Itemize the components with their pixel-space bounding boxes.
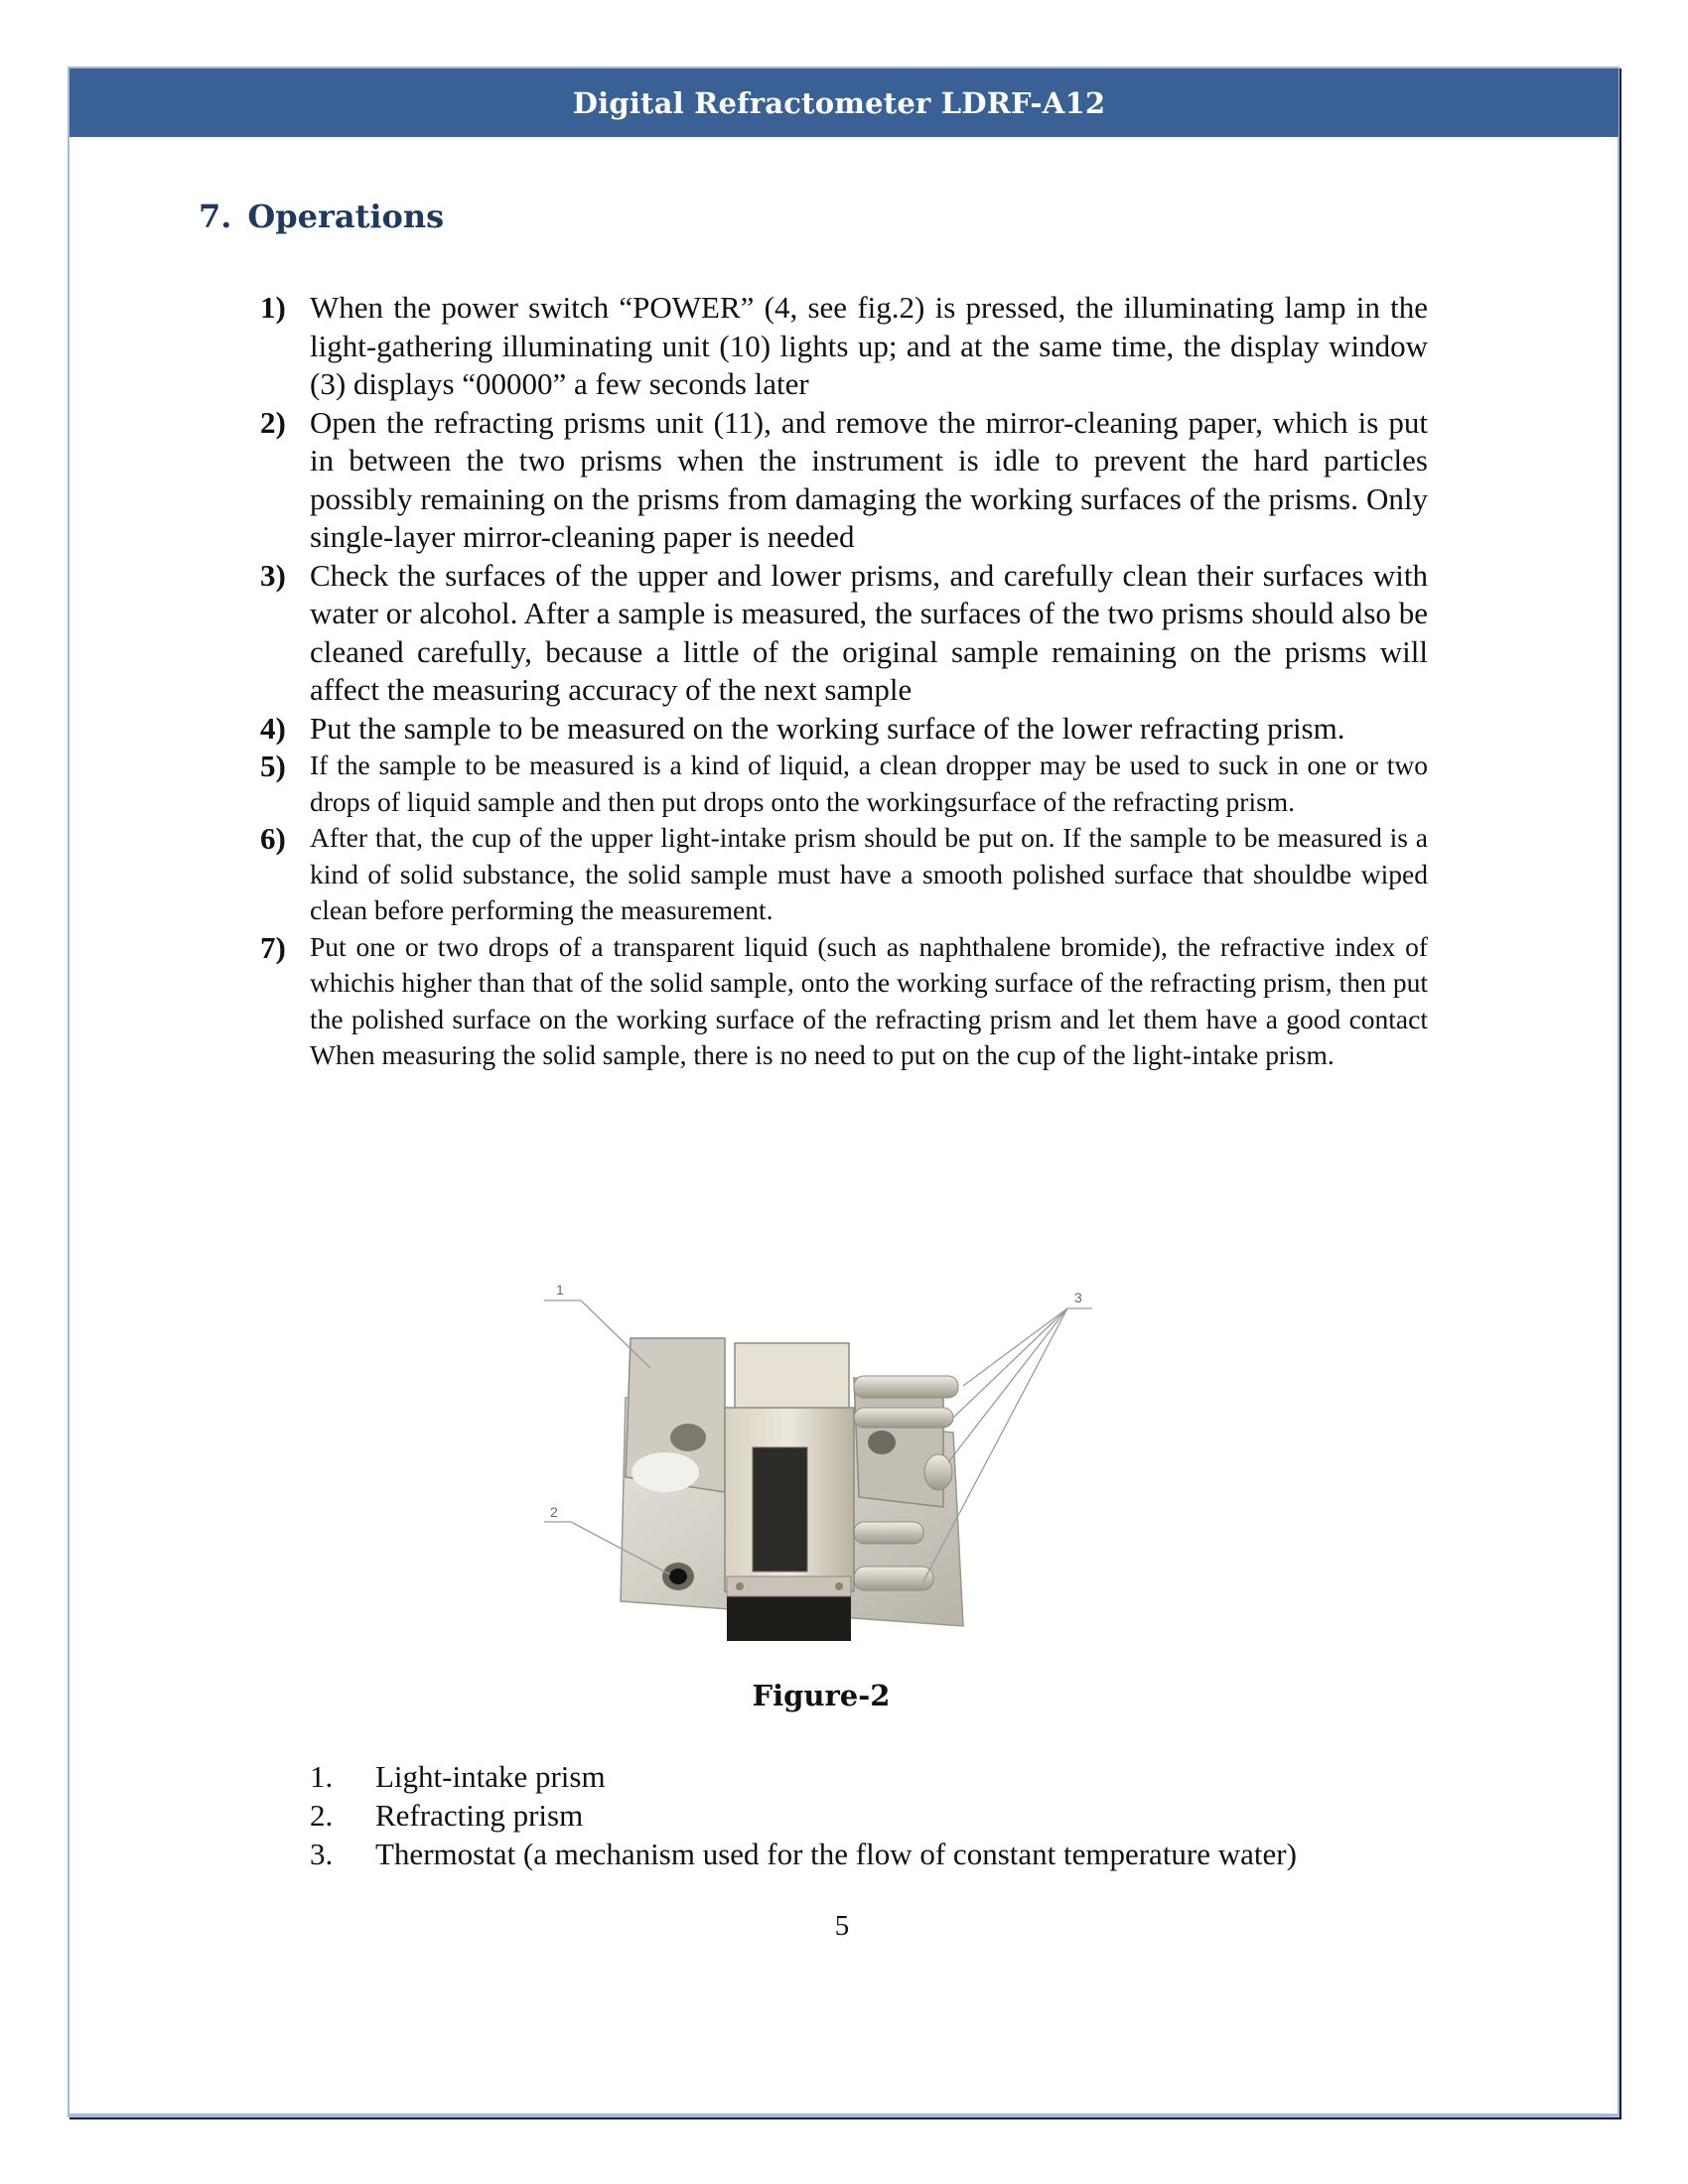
callout-3: 3 (1074, 1290, 1082, 1305)
callout-2: 2 (550, 1504, 558, 1520)
header-band (70, 68, 1618, 137)
step-text: After that, the cup of the upper light-intake prism should be put on. If the sample to be measured is a kind of solid substance, the solid sample must have a smooth polished surface that shouldbe wiped clean before performing the measurement. (310, 822, 1428, 925)
step-item (260, 929, 1428, 1074)
step-item (260, 820, 1428, 929)
legend-number: 3. (310, 1837, 334, 1871)
step-item (260, 404, 1428, 557)
step-text: Put one or two drops of a transparent liquid (such as naphthalene bromide), the refractive index of whichis higher than that of the solid sample, onto the working surface of the refracting prism, then put the polished surface on the working surface of the refracting prism and let them have a good contact When measuring the solid sample, there is no need to put on the cup of the light-intake prism. (310, 930, 1428, 1070)
figure-caption: Figure-2 (752, 1679, 891, 1712)
step-text: Check the surfaces of the upper and lower prisms, and carefully clean their surfaces with water or alcohol. After a sample is measured, the surfaces of the two prisms should also be cleaned carefully, because a little of the original sample remaining on the prisms will affect the measuring accuracy of the next sample (310, 557, 1428, 707)
step-text: If the sample to be measured is a kind of liquid, a clean dropper may be used to suck in one or two drops of liquid sample and then put drops onto the workingsurface of the refracting prism. (310, 750, 1428, 817)
figure-legend (310, 1757, 1297, 1873)
prism-unit-illustration (526, 1259, 1102, 1646)
section-heading (199, 198, 444, 235)
step-number: 3) (260, 557, 286, 593)
legend-text: Light-intake prism (375, 1759, 606, 1794)
step-number: 1) (260, 290, 286, 325)
step-item (260, 289, 1428, 404)
legend-text: Refracting prism (375, 1798, 584, 1833)
legend-item (310, 1796, 1297, 1835)
step-text: Put the sample to be measured on the working surface of the lower refracting prism. (310, 710, 1345, 746)
step-number: 4) (260, 710, 286, 746)
step-number: 5) (260, 749, 286, 783)
callout-1: 1 (556, 1282, 564, 1297)
step-number: 7) (260, 929, 286, 965)
document-title: Digital Refractometer LDRF-A12 (572, 85, 1106, 120)
section-title: Operations (247, 198, 445, 235)
step-item (260, 557, 1428, 710)
step-number: 2) (260, 404, 286, 440)
legend-item (310, 1835, 1297, 1873)
legend-text: Thermostat (a mechanism used for the flow of constant temperature water) (375, 1837, 1297, 1871)
page-number: 5 (834, 1910, 850, 1942)
legend-number: 1. (310, 1759, 334, 1794)
step-item (260, 748, 1428, 820)
legend-number: 2. (310, 1798, 334, 1833)
step-item (260, 710, 1428, 749)
step-text: Open the refracting prisms unit (11), and remove the mirror-cleaning paper, which is put in between the two prisms when the instrument is idle to prevent the hard particles possibly remaining on the prisms from damaging the working surfaces of the prisms. Only single-layer mirror-cleaning paper is needed (310, 404, 1428, 554)
step-number: 6) (260, 821, 286, 856)
prism-unit-photo (526, 1259, 1102, 1646)
legend-item (310, 1757, 1297, 1796)
section-number: 7. (199, 198, 232, 235)
operation-steps (260, 289, 1428, 1074)
step-text: When the power switch “POWER” (4, see fig.2) is pressed, the illuminating lamp in the light-gathering illuminating unit (10) lights up; and at the same time, the display window (3) displays “00000” a few seconds later (310, 290, 1428, 401)
